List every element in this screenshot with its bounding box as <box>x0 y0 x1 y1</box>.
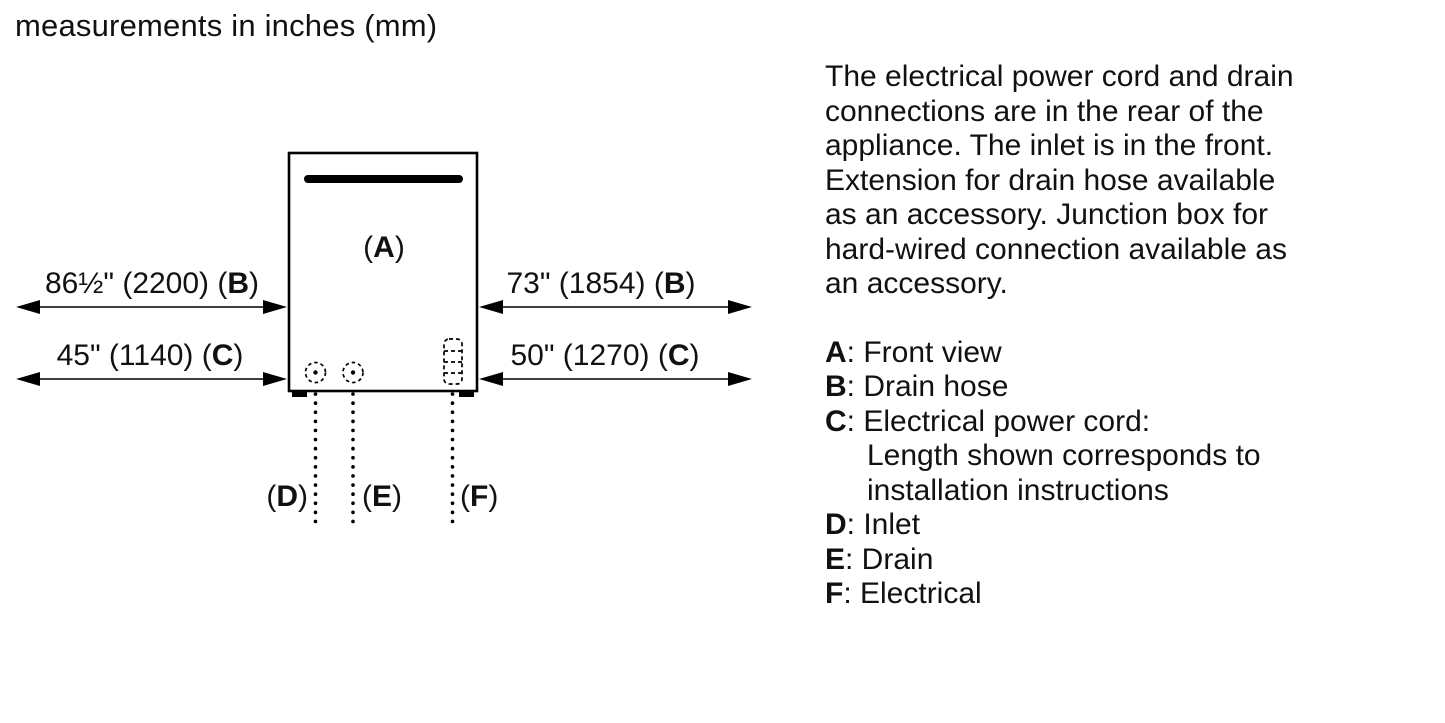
electrical-label: (F) <box>460 480 499 513</box>
arrowhead-left-icon <box>479 372 503 386</box>
info-paragraph <box>825 60 1425 302</box>
dimension-drain-hose-right-label: 73" (1854) (B) <box>506 267 696 300</box>
info-line: an accessory. <box>825 267 1008 300</box>
info-line: connections are in the rear of the <box>825 94 1264 128</box>
arrowhead-right-icon <box>263 300 287 314</box>
legend-item-f: F: Electrical <box>825 577 982 610</box>
right-foot <box>459 391 474 397</box>
front-view-label: (A) <box>363 231 405 264</box>
info-column <box>825 60 1425 612</box>
info-line: The electrical power cord and drain <box>825 60 1294 93</box>
inlet-label: (D) <box>266 480 308 513</box>
arrowhead-right-icon <box>728 300 752 314</box>
arrowhead-left-icon <box>16 372 40 386</box>
dimension-power-cord-right <box>479 339 752 386</box>
info-line: hard-wired connection available as <box>825 232 1287 266</box>
dimension-power-cord-left <box>16 339 287 386</box>
appliance-dimension-diagram <box>0 0 800 580</box>
arrowhead-left-icon <box>16 300 40 314</box>
drain-label: (E) <box>362 480 403 513</box>
dimension-power-cord-left-label: 45" (1140) (C) <box>56 339 244 372</box>
legend-item-a: A: Front view <box>825 335 1002 369</box>
legend-item-b: B: Drain hose <box>825 370 1009 403</box>
appliance-outline <box>289 153 477 391</box>
arrowhead-left-icon <box>479 300 503 314</box>
legend-item-d: D: Inlet <box>825 508 921 541</box>
legend-item-e: E: Drain <box>825 542 934 576</box>
info-line: appliance. The inlet is in the front. <box>825 129 1274 162</box>
info-line: as an accessory. Junction box for <box>825 198 1268 231</box>
legend-item-c-extra: Length shown corresponds to <box>867 439 1261 472</box>
dimension-drain-hose-right <box>479 267 752 314</box>
legend <box>825 336 1425 612</box>
info-line: Extension for drain hose available <box>825 163 1276 197</box>
arrowhead-right-icon <box>728 372 752 386</box>
left-foot <box>292 391 307 397</box>
arrowhead-right-icon <box>263 372 287 386</box>
legend-item-c: C: Electrical power cord: <box>825 404 1151 438</box>
dimension-drain-hose-left-label: 86½" (2200) (B) <box>44 267 260 300</box>
legend-item-c-extra: installation instructions <box>867 473 1169 507</box>
dimension-drain-hose-left <box>16 267 287 314</box>
page-title: measurements in inches (mm) <box>15 8 438 43</box>
dimension-power-cord-right-label: 50" (1270) (C) <box>510 339 700 372</box>
